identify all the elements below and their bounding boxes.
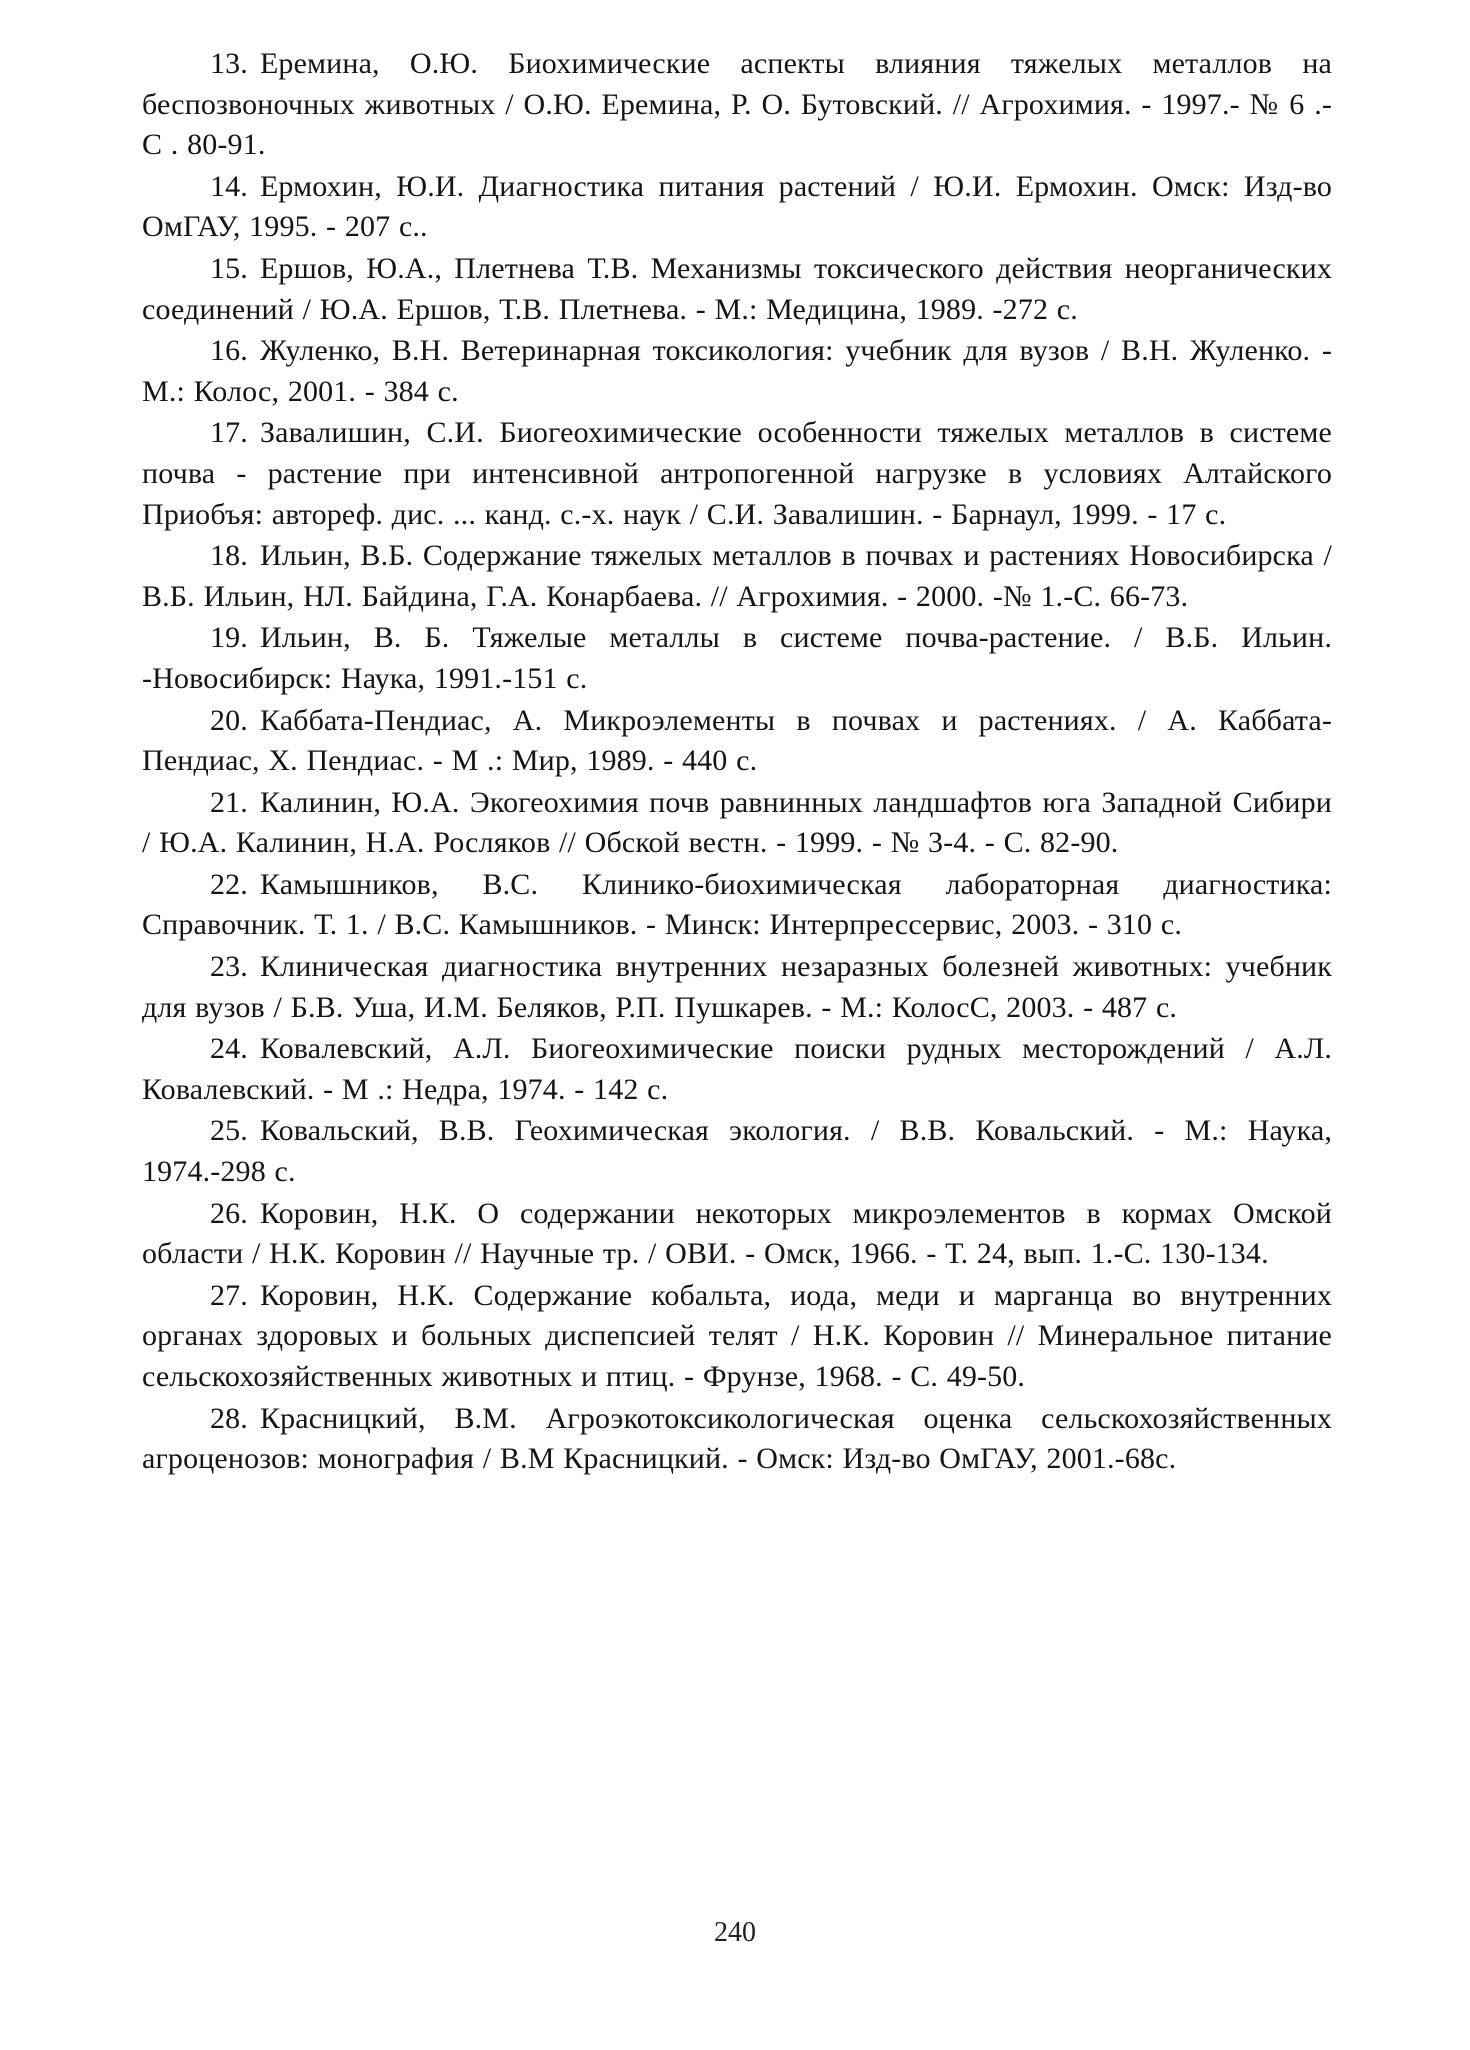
reference-item (142, 331, 1332, 412)
reference-text: Ершов, Ю.А., Плетнева Т.В. Механизмы токсического действия неорганических соединений / Ю.А. Ершов, Т.В. Плетнева. - М.: Медицина, 1989. -272 с. (142, 251, 1332, 326)
reference-item (142, 249, 1332, 330)
reference-item (142, 1276, 1332, 1398)
reference-number: 22. (210, 867, 248, 901)
reference-item (142, 413, 1332, 535)
reference-text: Калинин, Ю.А. Экогеохимия почв равнинных ландшафтов юга Западной Сибири / Ю.А. Калинин, Н.А. Росляков // Обской вестн. - 1999. - № 3-4. - С. 82-90. (142, 785, 1332, 860)
reference-number: 21. (210, 785, 248, 819)
reference-number: 13. (210, 47, 248, 80)
page-number: 240 (714, 1917, 756, 1948)
reference-number: 27. (210, 1278, 248, 1312)
reference-number: 19. (210, 621, 248, 655)
reference-list (142, 44, 1332, 1480)
reference-text: Завалишин, С.И. Биогеохимические особенности тяжелых металлов в системе почва - растение при интенсивной антропогенной нагрузке в условиях Алтайского Приобъя: автореф. дис. ... канд. с.-х. наук / С.И. Завалишин. - Барнаул, 1999. - 17 с. (142, 416, 1332, 531)
reference-number: 24. (210, 1032, 248, 1066)
reference-number: 14. (210, 169, 248, 203)
reference-number: 20. (210, 703, 248, 737)
reference-text: Коровин, Н.К. О содержании некоторых микроэлементов в кормах Омской области / Н.К. Коровин // Научные тр. / ОВИ. - Омск, 1966. - Т. 24, вып. 1.-С. 130-134. (142, 1196, 1332, 1271)
reference-text: Коровин, Н.К. Содержание кобальта, иода, меди и марганца во внутренних органах здоровых и больных диспепсией телят / Н.К. Коровин // Минеральное питание сельскохозяйственных животных и птиц. - Фрунзе, 1968. - С. 49-50. (142, 1278, 1332, 1393)
reference-number: 25. (210, 1114, 248, 1148)
reference-text: Жуленко, В.Н. Ветеринарная токсикология: учебник для вузов / В.Н. Жуленко. - М.: Колос, 2001. - 384 с. (142, 334, 1332, 408)
reference-number: 26. (210, 1196, 248, 1230)
reference-text: Ковальский, В.В. Геохимическая экология. / В.В. Ковальский. - М.: Наука, 1974.-298 с. (142, 1114, 1332, 1189)
reference-item (142, 783, 1332, 864)
reference-item (142, 1399, 1332, 1480)
reference-number: 28. (210, 1401, 248, 1435)
reference-number: 16. (210, 334, 248, 368)
reference-text: Ильин, В.Б. Содержание тяжелых металлов в почвах и растениях Новосибирска / В.Б. Ильин, НЛ. Байдина, Г.А. Конарбаева. // Агрохимия. - 2000. -№ 1.-С. 66-73. (142, 539, 1332, 613)
reference-text: Красницкий, В.М. Агроэкотоксикологическая оценка сельскохозяйственных агроценозов: монография / В.М Красницкий. - Омск: Изд-во ОмГАУ, 2001.-68с. (142, 1401, 1332, 1476)
reference-text: Клиническая диагностика внутренних незаразных болезней животных: учебник для вузов / Б.В. Уша, И.М. Беляков, Р.П. Пушкарев. - М.: КолосС, 2003. - 487 с. (142, 950, 1332, 1024)
reference-item (142, 1194, 1332, 1275)
reference-item (142, 536, 1332, 617)
reference-item (142, 167, 1332, 248)
reference-item (142, 44, 1332, 166)
reference-item (142, 1111, 1332, 1192)
reference-text: Каббата-Пендиас, А. Микроэлементы в почвах и растениях. / А. Каббата-Пендиас, X. Пендиас. - М .: Мир, 1989. - 440 с. (142, 703, 1332, 778)
reference-text: Ильин, В. Б. Тяжелые металлы в системе почва-растение. / В.Б. Ильин. -Новосибирск: Наука, 1991.-151 с. (142, 621, 1332, 695)
reference-item (142, 947, 1332, 1028)
reference-item (142, 865, 1332, 946)
reference-item (142, 701, 1332, 782)
reference-item (142, 1029, 1332, 1110)
reference-text: Камышников, B.C. Клинико-биохимическая лабораторная диагностика: Справочник. Т. 1. / B.C. Камышников. - Минск: Интерпрессервис, 2003. - 310 с. (142, 867, 1332, 942)
reference-text: Ковалевский, А.Л. Биогеохимические поиски рудных месторождений / А.Л. Ковалевский. - М .: Недра, 1974. - 142 с. (142, 1032, 1332, 1106)
reference-number: 17. (210, 416, 248, 450)
reference-text: Ермохин, Ю.И. Диагностика питания растений / Ю.И. Ермохин. Омск: Изд-во ОмГАУ, 1995. - 207 с.. (142, 169, 1332, 244)
reference-item (142, 618, 1332, 699)
reference-number: 15. (210, 251, 248, 285)
reference-number: 23. (210, 950, 248, 984)
reference-text: Еремина, О.Ю. Биохимические аспекты влияния тяжелых металлов на беспозвоночных животных / О.Ю. Еремина, Р. О. Бутовский. // Агрохимия. - 1997.- № 6 .-С . 80-91. (142, 47, 1332, 162)
bibliography-page (142, 44, 1332, 1481)
reference-number: 18. (210, 539, 248, 573)
